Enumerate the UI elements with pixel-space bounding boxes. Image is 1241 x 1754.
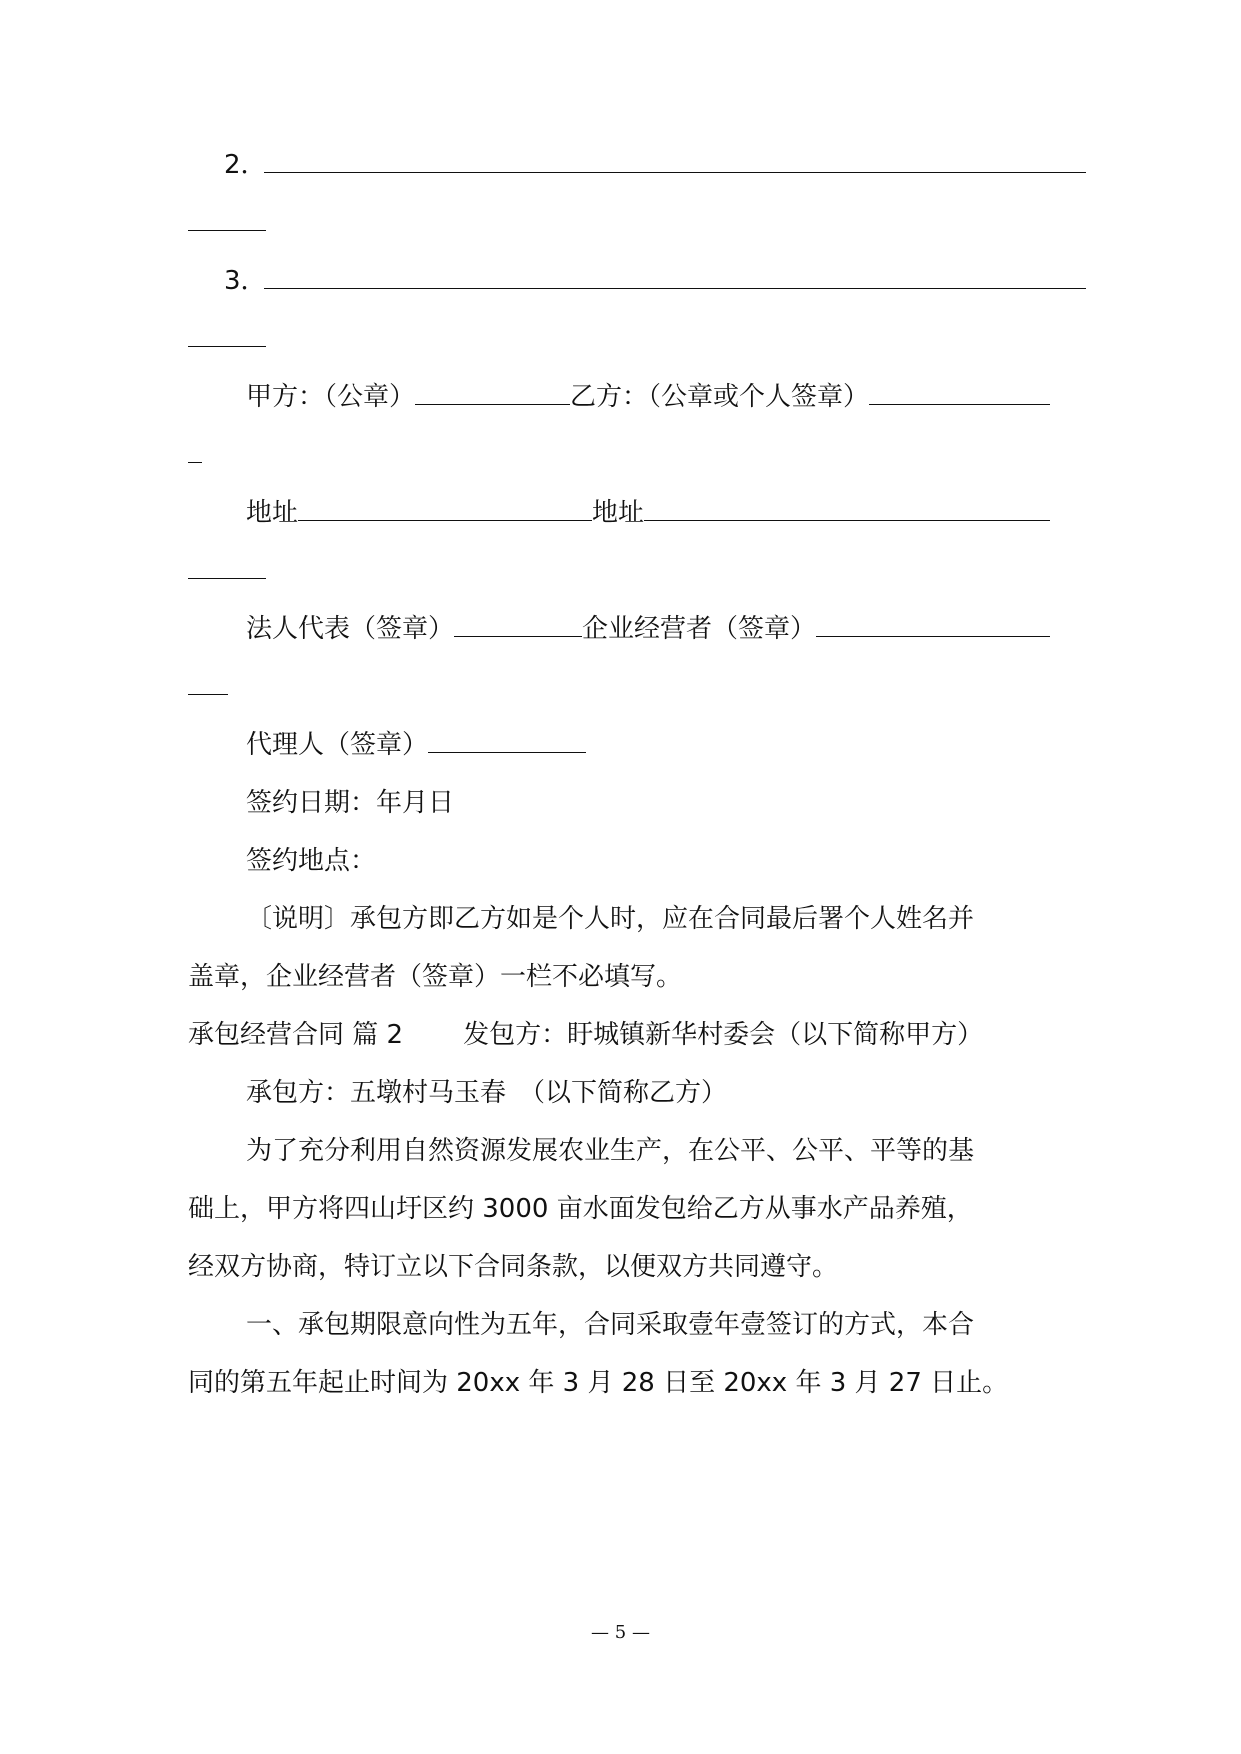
intro-line-1: 为了充分利用自然资源发展农业生产，在公平、公平、平等的基	[246, 1136, 975, 1166]
party-signature-row	[188, 377, 1050, 417]
blank-item-3	[188, 261, 1086, 301]
party-row-continuation	[188, 435, 1050, 475]
fill-blank-line[interactable]	[188, 320, 266, 347]
contractor-line: 承包方：五墩村马玉春 （以下简称乙方）	[246, 1078, 728, 1108]
fill-blank-line[interactable]	[188, 436, 202, 463]
page-number: — 5 —	[591, 1622, 650, 1643]
blank-item-2-continuation	[188, 203, 1050, 243]
address-label-b: 地址	[592, 498, 645, 528]
address-row	[188, 493, 1050, 533]
legal-rep-label: 法人代表（签章）	[246, 614, 455, 644]
contract-2-heading: 承包经营合同 篇 2	[188, 1020, 404, 1050]
address-b-blank[interactable]	[644, 494, 1050, 521]
note-line-1: 〔说明〕承包方即乙方如是个人时，应在合同最后署个人姓名并	[246, 904, 975, 934]
item-number: 3．	[224, 266, 267, 296]
agent-row	[188, 725, 1050, 765]
agent-label: 代理人（签章）	[246, 730, 429, 760]
party-b-blank[interactable]	[869, 378, 1050, 405]
fill-blank-line[interactable]	[188, 668, 228, 695]
fill-blank-line[interactable]	[264, 146, 1086, 173]
blank-item-3-continuation	[188, 319, 1050, 359]
operator-blank[interactable]	[816, 610, 1050, 637]
party-b-label: 乙方：（公章或个人签章）	[570, 382, 870, 412]
item-number: 2．	[224, 150, 267, 180]
address-label-a: 地址	[246, 498, 299, 528]
fill-blank-line[interactable]	[264, 262, 1086, 289]
intro-line-2: 础上，甲方将四山圩区约 3000 亩水面发包给乙方从事水产品养殖，	[188, 1194, 973, 1224]
issuer-line: 发包方：盱城镇新华村委会（以下简称甲方）	[463, 1020, 984, 1050]
operator-label: 企业经营者（签章）	[582, 614, 817, 644]
clause-1-line-1: 一、承包期限意向性为五年，合同采取壹年壹签订的方式，本合	[246, 1310, 975, 1340]
fill-blank-line[interactable]	[188, 204, 266, 231]
clause-1-line-2: 同的第五年起止时间为 20xx 年 3 月 28 日至 20xx 年 3 月 27 日止。	[188, 1368, 1009, 1398]
note-line-2: 盖章，企业经营者（签章）一栏不必填写。	[188, 962, 683, 992]
address-a-blank[interactable]	[298, 494, 592, 521]
address-row-continuation	[188, 551, 1050, 591]
intro-line-3: 经双方协商，特订立以下合同条款，以便双方共同遵守。	[188, 1252, 839, 1282]
contract-2-heading-row	[188, 1015, 1050, 1055]
sign-place: 签约地点：	[246, 846, 377, 876]
party-a-blank[interactable]	[415, 378, 570, 405]
party-a-label: 甲方：（公章）	[246, 382, 416, 412]
legal-rep-continuation	[188, 667, 1050, 707]
blank-item-2	[188, 145, 1086, 185]
sign-date: 签约日期：年月日	[246, 788, 455, 818]
legal-rep-blank[interactable]	[454, 610, 582, 637]
fill-blank-line[interactable]	[188, 552, 266, 579]
agent-blank[interactable]	[428, 726, 586, 753]
legal-rep-row	[188, 609, 1050, 649]
